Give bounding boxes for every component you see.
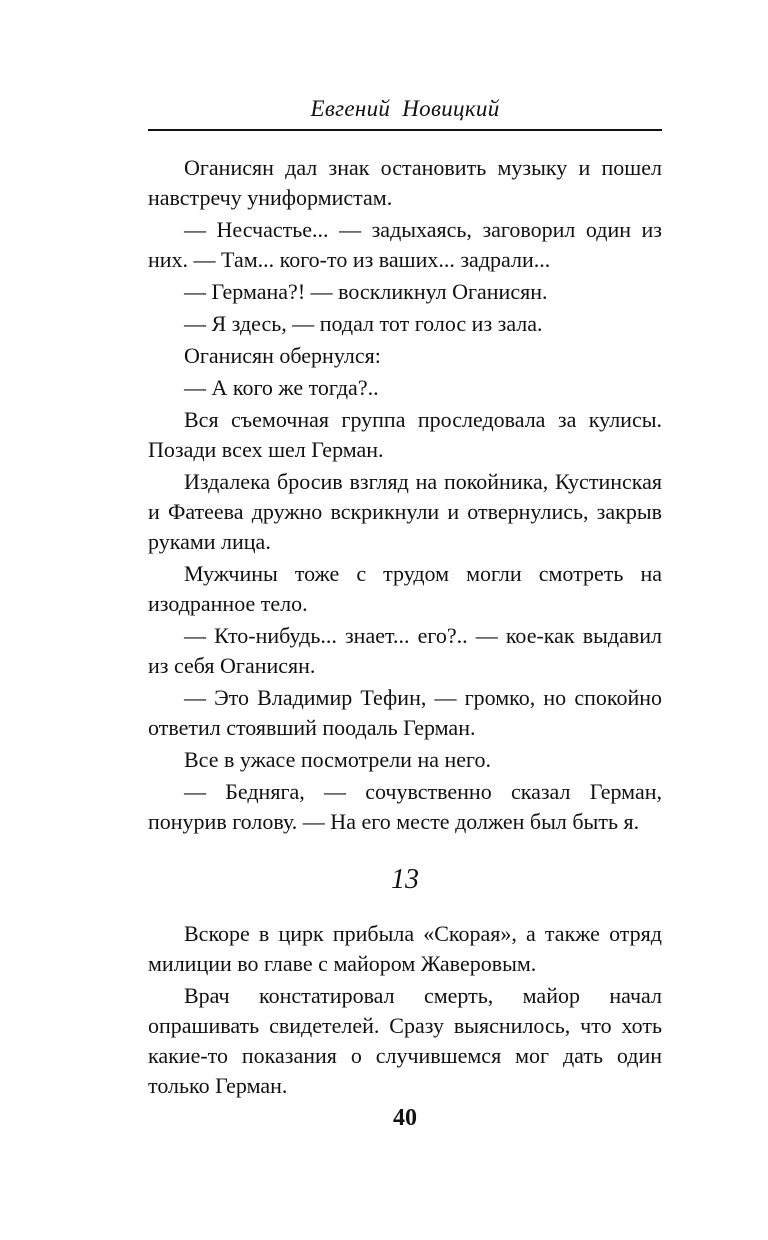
paragraph: — Это Владимир Тефин, — громко, но спокойно ответил стоявший поодаль Герман. xyxy=(148,685,662,740)
paragraph: — Кто-нибудь... знает... его?.. — кое-как выдавил из себя Оганисян. xyxy=(148,623,662,678)
paragraph: — Несчастье... — задыхаясь, заговорил один из них. — Там... кого-то из ваших... задрали... xyxy=(148,217,662,272)
header-rule xyxy=(148,129,662,131)
page-number: 40 xyxy=(393,1105,417,1131)
paragraph: — Германа?! — воскликнул Оганисян. xyxy=(184,279,548,304)
paragraph: Вся съемочная группа проследовала за кулисы. Позади всех шел Герман. xyxy=(148,407,662,462)
paragraph: Все в ужасе посмотрели на него. xyxy=(184,747,492,772)
paragraph: Вскоре в цирк прибыла «Скорая», а также отряд милиции во главе с майором Жаверовым. xyxy=(148,921,662,976)
paragraph: Мужчины тоже с трудом могли смотреть на изодранное тело. xyxy=(148,561,662,616)
paragraph: — Бедняга, — сочувственно сказал Герман, понурив голову. — На его месте должен был быть я. xyxy=(148,779,662,834)
paragraph: — А кого же тогда?.. xyxy=(184,375,379,400)
paragraph: Врач констатировал смерть, майор начал опрашивать свидетелей. Сразу выяснилось, что хоть какие-то показания о случившемся мог дать один только Герман. xyxy=(148,983,662,1098)
paragraph: — Я здесь, — подал тот голос из зала. xyxy=(184,311,543,336)
body-text xyxy=(148,153,662,1103)
paragraph: Оганисян обернулся: xyxy=(184,343,381,368)
paragraph: Оганисян дал знак остановить музыку и пошел навстречу униформистам. xyxy=(148,155,662,210)
chapter-heading: 13 xyxy=(391,864,419,895)
paragraph: Издалека бросив взгляд на покойника, Кустинская и Фатеева дружно вскрикнули и отвернулись, закрыв руками лица. xyxy=(148,469,662,554)
running-head: Евгений Новицкий xyxy=(310,96,500,121)
